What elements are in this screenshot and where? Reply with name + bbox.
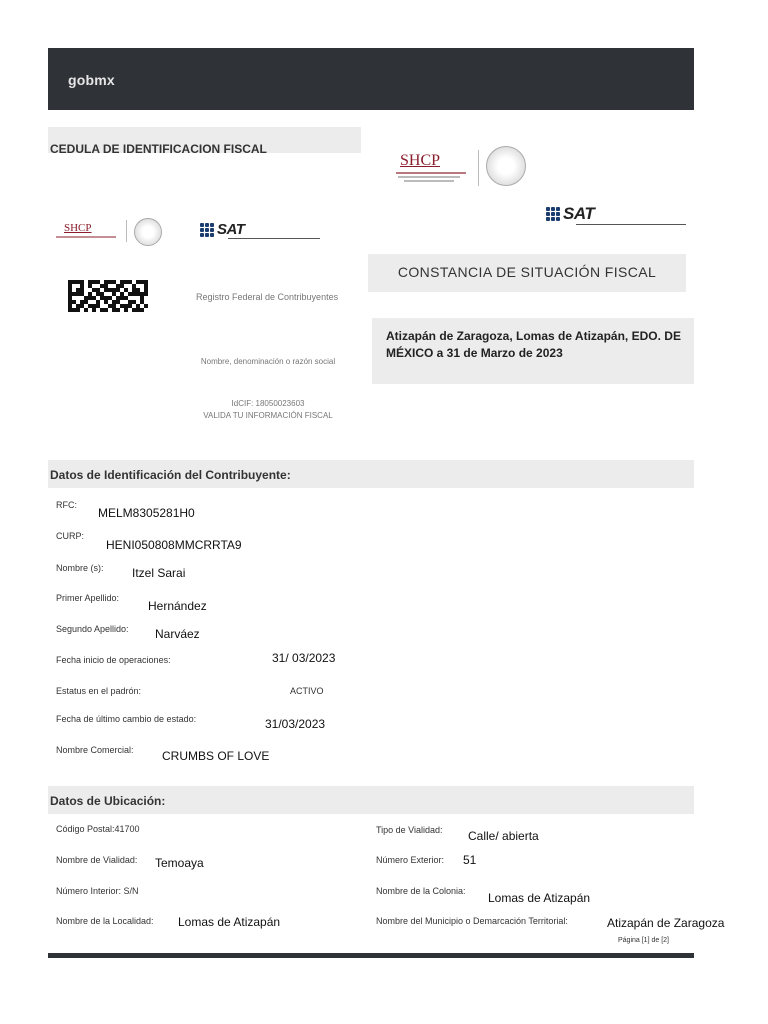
logo-separator-right xyxy=(478,150,479,186)
mexico-seal-right-icon xyxy=(486,146,526,186)
fecha-cambio-value: 31/03/2023 xyxy=(265,717,326,731)
municipio-label: Nombre del Municipio o Demarcación Territorial: xyxy=(376,916,568,926)
shcp-logo-right xyxy=(392,152,472,186)
numero-interior-text: Número Interior: S/N xyxy=(56,886,139,896)
fecha-inicio-value: 31/ 03/2023 xyxy=(272,651,336,665)
municipio-value: Atizapán de Zaragoza xyxy=(607,916,725,930)
place-date-box xyxy=(372,318,694,384)
shcp-logo-left xyxy=(52,220,122,244)
segundo-apellido-value: Narváez xyxy=(155,627,200,641)
cedula-title: CEDULA DE IDENTIFICACION FISCAL xyxy=(50,142,267,156)
nombre-comercial-value: CRUMBS OF LOVE xyxy=(162,749,270,763)
valida-info-text: VALIDA TU INFORMACIÓN FISCAL xyxy=(203,411,333,420)
identificacion-section-header xyxy=(48,460,694,488)
bottom-divider-bar xyxy=(48,953,694,958)
sat-tagline-right xyxy=(576,224,686,225)
nombre-razon-social-label: Nombre, denominación o razón social xyxy=(200,357,336,366)
nombre-comercial-label: Nombre Comercial: xyxy=(56,745,134,755)
colonia-value: Lomas de Atizapán xyxy=(488,891,591,905)
sat-wordmark-right: SAT xyxy=(563,204,595,223)
idcif-text: IdCIF: 18050023603 xyxy=(231,399,305,408)
tipo-vialidad-label: Tipo de Vialidad: xyxy=(376,825,443,835)
curp-label: CURP: xyxy=(56,531,85,541)
sat-tagline-left xyxy=(228,238,320,239)
localidad-value: Lomas de Atizapán xyxy=(178,915,281,929)
shcp-subline xyxy=(396,172,466,174)
numero-exterior-label: Número Exterior: xyxy=(376,855,445,865)
tipo-vialidad-value: Calle/ abierta xyxy=(468,829,539,843)
shcp-wordmark: SHCP xyxy=(400,152,441,169)
localidad-label: Nombre de la Localidad: xyxy=(56,916,154,926)
rfc-label: RFC: xyxy=(56,500,77,510)
gobmx-brand: gobmx xyxy=(68,72,115,88)
nombre-label: Nombre (s): xyxy=(56,563,104,573)
fecha-cambio-label: Fecha de último cambio de estado: xyxy=(56,714,197,724)
shcp-left-line xyxy=(56,236,116,238)
nombre-vialidad-value: Temoaya xyxy=(155,856,204,870)
primer-apellido-value: Hernández xyxy=(148,599,207,613)
sat-logo-right xyxy=(546,205,594,222)
identificacion-title: Datos de Identificación del Contribuyente: xyxy=(50,468,291,482)
sat-dots-icon xyxy=(546,207,560,221)
estatus-label: Estatus en el padrón: xyxy=(56,686,142,696)
sat-wordmark-left: SAT xyxy=(217,221,245,238)
colonia-label: Nombre de la Colonia: xyxy=(376,886,466,896)
qr-code-icon xyxy=(68,280,148,312)
segundo-apellido-label: Segundo Apellido: xyxy=(56,624,129,634)
nombre-vialidad-label: Nombre de Vialidad: xyxy=(56,855,138,865)
rfc-value: MELM8305281H0 xyxy=(98,506,195,520)
shcp-wordmark-left: SHCP xyxy=(64,222,92,234)
shcp-subtext xyxy=(398,176,460,178)
page-number: Página [1] de [2] xyxy=(618,937,669,944)
registro-federal-label: Registro Federal de Contribuyentes xyxy=(196,292,339,302)
constancia-title-box xyxy=(368,254,686,292)
codigo-postal-text: Código Postal:41700 xyxy=(56,824,140,834)
ubicacion-section-header xyxy=(48,786,694,814)
constancia-title: CONSTANCIA DE SITUACIÓN FISCAL xyxy=(397,264,657,280)
estatus-value: ACTIVO xyxy=(290,686,324,696)
mexico-seal-left-icon xyxy=(134,218,162,246)
fecha-inicio-label: Fecha inicio de operaciones: xyxy=(56,655,171,665)
place-date-text: Atizapán de Zaragoza, Lomas de Atizapán, EDO. DE MÉXICO a 31 de Marzo de 2023 xyxy=(386,329,681,360)
numero-exterior-value: 51 xyxy=(463,853,477,867)
sat-dots-left-icon xyxy=(200,223,214,237)
sat-logo-left xyxy=(200,222,244,237)
ubicacion-title: Datos de Ubicación: xyxy=(50,794,166,808)
primer-apellido-label: Primer Apellido: xyxy=(56,593,120,603)
shcp-subtext-2 xyxy=(404,180,454,182)
curp-value: HENI050808MMCRRTA9 xyxy=(106,538,242,552)
gobmx-header-bar xyxy=(48,48,694,110)
nombre-value: Itzel Sarai xyxy=(132,566,186,580)
cedula-title-box xyxy=(48,127,361,156)
logo-separator-left xyxy=(126,220,127,242)
